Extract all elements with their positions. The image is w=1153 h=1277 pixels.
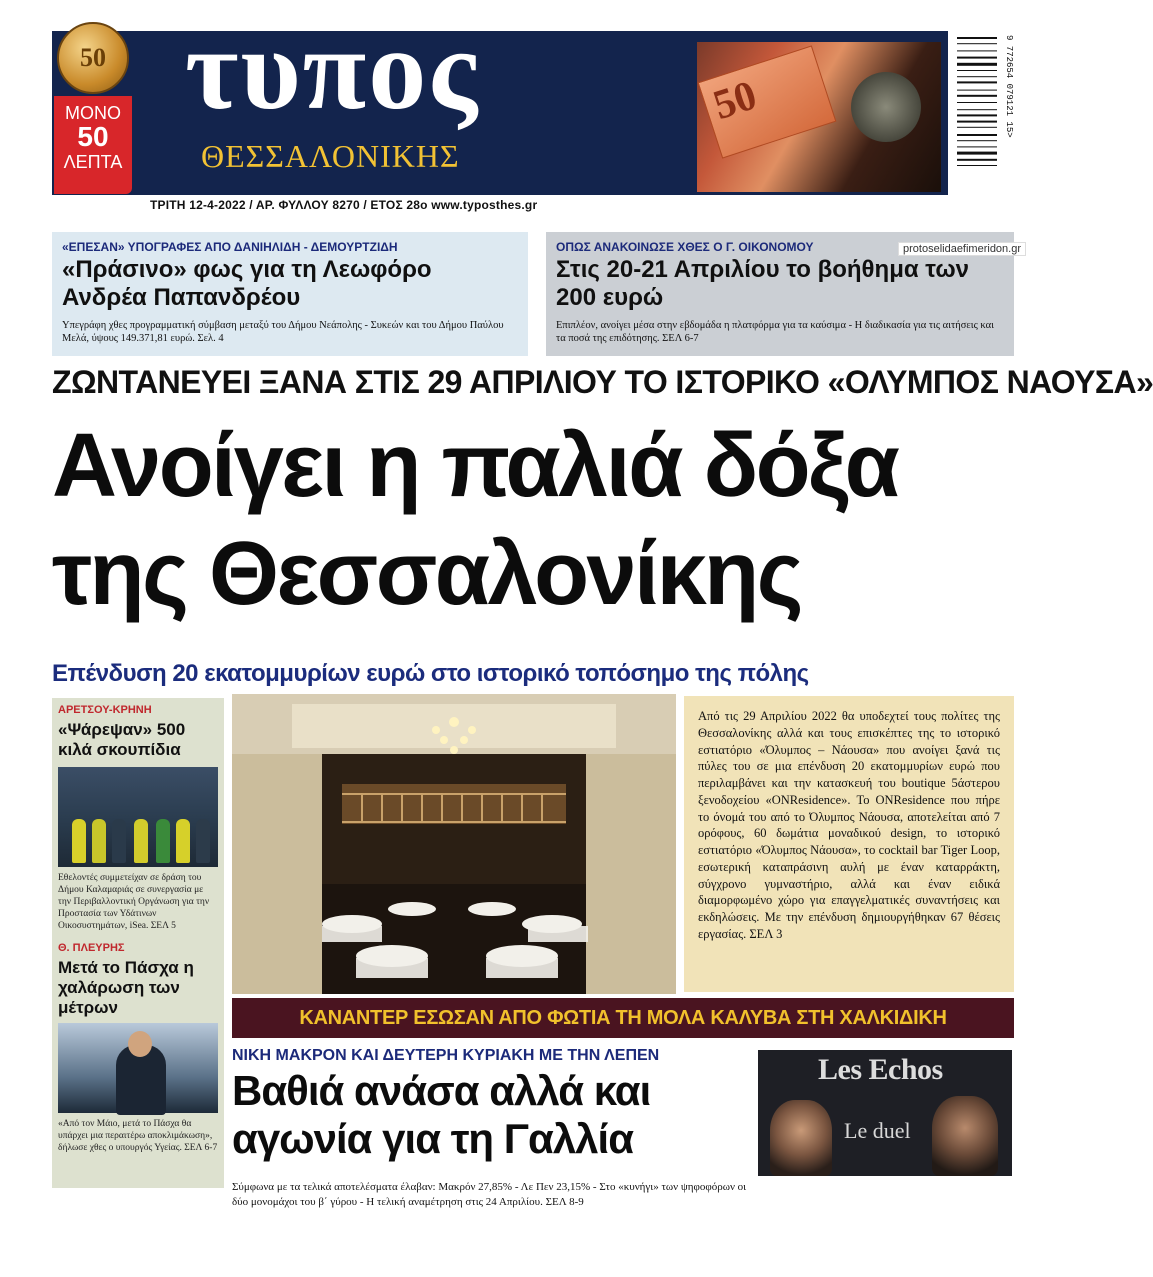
barcode-bar (957, 81, 997, 83)
candidate-portrait-right (932, 1096, 998, 1176)
barcode-bar (957, 57, 997, 59)
les-echos-cover-photo (758, 1050, 1012, 1176)
barcode-bar (957, 37, 997, 39)
price-badge (54, 96, 132, 194)
breaking-banner-text: ΚΑΝΑΝΤΕΡ ΕΣΩΣΑΝ ΑΠΟ ΦΩΤΙΑ ΤΗ ΜΟΛΑ ΚΑΛΥΒΑ ΣΤΗ ΧΑΛΚΙΔΙΚΗ (299, 1006, 947, 1029)
banknote: 50 (698, 45, 837, 158)
barcode-bar (957, 159, 997, 161)
barcode-bar (957, 146, 997, 147)
sidebar-story-2-title: Μετά το Πάσχα η χαλάρωση των μέτρων (58, 958, 194, 1017)
teaser-right-title: Στις 20-21 Απριλίου το βοήθημα των 200 ευρώ (556, 256, 969, 312)
volunteers-photo (58, 767, 218, 867)
barcode-bar (957, 102, 997, 103)
barcode-bar (957, 140, 997, 141)
coins-stack (851, 72, 921, 142)
lead-subheadline: Επένδυση 20 εκατομμυρίων ευρώ στο ιστορικό τοπόσημο της πόλης (52, 660, 809, 687)
lead-story-body: Από τις 29 Απριλίου 2022 θα υποδεχτεί τους πολίτες της Θεσσαλονίκης αλλά και τους επισκέπτες της το ιστορικό εστιατόριο «Όλυμπος – Νάουσα» που ανοίγει ξανά τις πύλες του σε μια επένδυση 20 εκατομμυρίων ευρώ που περιλαμβάνει και την κατασκευή του boutique 5άστερου ξενοδοχείου «ONResidence». Το ONResidence που πήρε το όνομά του από το Όλυμπος Νάουσα, αποτελείται από 7 ορόφους, 60 δωμάτια μοναδικού design, το ιστορικό εστιατόριο «Όλυμπος Νάουσα», το cocktail bar Tiger Loop, εσωτερική καταπράσινη αυλή με έναν καταρράκτη, σύγχρονο γυμναστήριο, αλλά και έναν ειδικά διαμορφωμένο χώρο για επαγγελματικές συναντήσεις και εκδηλώσεις. Με την επένδυση δημιουργήθηκαν 67 θέσεις εργασίας. ΣΕΛ 3 (698, 709, 1000, 941)
restaurant-interior-photo (232, 694, 676, 994)
lead-supra-headline: ΖΩΝΤΑΝΕΥΕΙ ΞΑΝΑ ΣΤΙΣ 29 ΑΠΡΙΛΙΟΥ ΤΟ ΙΣΤΟΡΙΚΟ «ΟΛΥΜΠΟΣ ΝΑΟΥΣΑ» (52, 364, 1153, 400)
barcode-bar (957, 76, 997, 77)
teaser-left[interactable] (52, 232, 528, 356)
price-line1: ΜΟΝΟ (65, 103, 121, 123)
barcode-bar (957, 70, 997, 71)
sidebar (52, 698, 224, 1188)
sidebar-story-2[interactable] (52, 932, 224, 1154)
sidebar-story-1-body: Εθελοντές συμμετείχαν σε δράση του Δήμου Καλαμαριάς σε συνεργασία με την Περιβαλλοντική Οργάνωση για την Προστασία των Υδάτινων Οικοσυστημάτων, iSea. ΣΕΛ 5 (58, 873, 210, 931)
dateline: ΤΡΙΤΗ 12-4-2022 / ΑΡ. ΦΥΛΛΟΥ 8270 / ΕΤΟΣ 28ο www.typosthes.gr (150, 198, 538, 212)
watermark: protoselidaefimeridon.gr (898, 242, 1026, 256)
newspaper-logo-subtitle: ΘΕΣΣΑΛΟΝΙΚΗΣ (201, 138, 460, 174)
teaser-left-kicker: «ΕΠΕΣΑΝ» ΥΠΟΓΡΑΦΕΣ ΑΠΟ ΔΑΝΙΗΛΙΔΗ - ΔΕΜΟΥΡΤΖΙΔΗ (62, 240, 398, 254)
barcode-bar (957, 165, 997, 166)
minister-photo (58, 1023, 218, 1113)
france-story-kicker: ΝΙΚΗ ΜΑΚΡΟΝ ΚΑΙ ΔΕΥΤΕΡΗ ΚΥΡΙΑΚΗ ΜΕ ΤΗΝ ΛΕΠΕΝ (232, 1047, 660, 1064)
newspaper-logo: τυπος (185, 6, 480, 134)
barcode-number: 9 772654 079121 15> (1004, 35, 1014, 138)
teaser-left-title: «Πράσινο» φως για τη Λεωφόρο Ανδρέα Παπανδρέου (62, 256, 432, 312)
teaser-right-body: Επιπλέον, ανοίγει μέσα στην εβδομάδα η πλατφόρμα για τα καύσιμα - Η διαδικασία για τις αιτήσεις και τα ποσά της επιδότησης. ΣΕΛ 6-7 (556, 319, 994, 345)
barcode-bar (957, 114, 997, 116)
barcode-bar (957, 121, 997, 123)
les-echos-masthead: Les Echos (818, 1053, 943, 1086)
breaking-banner[interactable] (232, 998, 1014, 1038)
barcode-bar (957, 152, 997, 155)
lead-story-box (684, 696, 1014, 992)
sidebar-story-2-kicker: Θ. ΠΛΕΥΡΗΣ (58, 942, 125, 955)
france-story-title[interactable]: Βαθιά ανάσα αλλά και αγωνία για τη Γαλλία (232, 1067, 651, 1162)
barcode-bar (957, 90, 997, 91)
barcode-bar (957, 134, 997, 136)
candidate-portrait-left (770, 1100, 832, 1176)
sidebar-story-1-title: «Ψάρεψαν» 500 κιλά σκουπίδια (58, 720, 186, 759)
sidebar-story-1-kicker: ΑΡΕΤΣΟΥ-ΚΡΗΝΗ (58, 704, 152, 716)
france-story-body: Σύμφωνα με τα τελικά αποτελέσματα έλαβαν: Μακρόν 27,85% - Λε Πεν 23,15% - Στο «κυνήγι» των ψηφοφόρων οι δύο μονομάχοι του β΄ γύρου - Η τελική αναμέτρηση στις 24 Απριλίου. ΣΕΛ 8-9 (232, 1181, 747, 1208)
teaser-left-body: Υπεγράφη χθες προγραμματική σύμβαση μεταξύ του Δήμου Νεάπολης - Συκεών και του Δήμου Παύλου Μελά, ύψους 149.371,81 ευρώ. Σελ. 4 (62, 319, 504, 345)
barcode-bar (957, 127, 997, 128)
sidebar-story-2-body: «Από τον Μάιο, μετά το Πάσχα θα υπάρχει μια περαιτέρω αποκλιμάκωση», δήλωσε χθες ο υπουργός Υγείας. ΣΕΛ 6-7 (58, 1119, 218, 1153)
barcode-bar (957, 109, 997, 110)
barcode-bar (957, 43, 997, 44)
barcode (955, 33, 1014, 205)
barcode-bar (957, 50, 997, 51)
barcode-bar (957, 95, 997, 97)
minister-face (128, 1031, 152, 1057)
barcode-bar (957, 63, 997, 66)
banknotes-photo (697, 42, 941, 192)
euro-coin-icon: 50 (57, 22, 129, 94)
lead-headline[interactable]: Ανοίγει η παλιά δόξα της Θεσσαλονίκης (52, 416, 898, 624)
les-echos-headline: Le duel (844, 1118, 911, 1143)
teaser-right-kicker: ΟΠΩΣ ΑΝΑΚΟΙΝΩΣΕ ΧΘΕΣ Ο Γ. ΟΙΚΟΝΟΜΟΥ (556, 240, 814, 254)
sidebar-story-1[interactable] (52, 698, 224, 932)
price-value: 50 (77, 121, 109, 152)
price-line3: ΛΕΠΤΑ (63, 151, 123, 172)
